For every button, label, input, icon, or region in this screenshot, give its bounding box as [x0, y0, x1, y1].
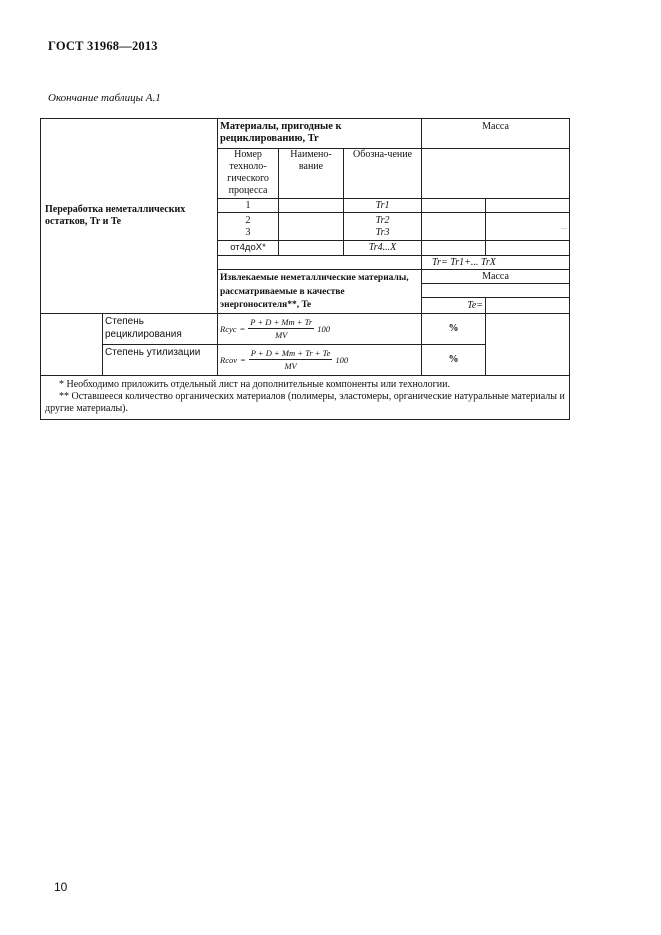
rate-label-utilization [103, 345, 218, 376]
table-row [218, 241, 279, 256]
row-number: от4доX* [230, 242, 266, 253]
table-cell-empty [279, 241, 344, 256]
energy-header [218, 270, 422, 314]
mass-cell [422, 199, 486, 213]
mass-cell [422, 213, 486, 241]
materials-header-text: Материалы, пригодные к рециклированию, Tr [220, 121, 342, 144]
table-row [218, 213, 279, 241]
formula-numerator: P + D + Mm + Tr + Te [250, 348, 331, 358]
col-number-text: Номер техноло-гического процесса [227, 149, 269, 196]
row-label-text: Переработка неметаллических остатков, Tr и Te [45, 204, 186, 227]
te-eq-text: Te= [467, 299, 484, 311]
formula-fraction [248, 316, 314, 341]
footnote: ** Оставшееся количество органических материалов (полимеры, эластомеры, органические натуральные материалы и другие материалы). [45, 391, 565, 414]
formula-denominator: MV [284, 361, 297, 371]
sum-label-empty [218, 256, 422, 270]
page-number: 10 [54, 880, 68, 894]
rates-right-empty [486, 314, 570, 376]
col-name-text: Наимено-вание [290, 149, 332, 172]
col-name-header [279, 149, 344, 199]
formula-denominator: MV [275, 330, 288, 340]
table-cell-empty [279, 213, 344, 241]
rate-label-recycling [103, 314, 218, 345]
table-caption: Окончание таблицы А.1 [48, 92, 161, 104]
recycling-table [40, 118, 570, 420]
mass-subheader-empty [422, 149, 570, 199]
tr-sum-text: Tr= Tr1+... TrX [432, 256, 496, 268]
row-designation [344, 241, 422, 256]
formula-lhs: Rcov [220, 354, 238, 365]
table-row [218, 199, 279, 213]
mass-header-text: Масса [482, 121, 509, 132]
rate-unit [422, 314, 486, 345]
table-notes [41, 376, 570, 420]
rate-label-text: Степень рециклирования [105, 316, 182, 340]
table-cell-empty [279, 199, 344, 213]
materials-header [218, 119, 422, 149]
mass-cell [486, 213, 570, 241]
formula: Rcov = $\frac{P + D + Mm + Tr + Te}{MV}$ 100 [220, 348, 349, 371]
ellipsis-text: ... [561, 221, 568, 231]
col-designation-text: Обозна-чение [353, 149, 413, 160]
formula: Rcyc = $\frac{P + D + Mm + Tr}{MV}$ 100 [220, 317, 330, 340]
col-designation-header [344, 149, 422, 199]
rates-left-empty [41, 314, 103, 376]
rate-formula-utilization [218, 345, 422, 376]
row-designation [344, 213, 422, 241]
te-eq-cell [422, 298, 486, 314]
formula-factor: 100 [317, 323, 330, 334]
row-designation-text: Tr1 [375, 199, 390, 211]
rate-formula-recycling [218, 314, 422, 345]
row-number: 3 [245, 226, 251, 238]
rate-unit-text: % [448, 354, 459, 365]
energy-header-text: Извлекаемые неметаллические материалы, рассматриваемые в качестве энергоносителя**, Te [220, 273, 409, 310]
mass-cell [486, 199, 570, 213]
col-number-header [218, 149, 279, 199]
document-header: ГОСТ 31968—2013 [48, 39, 158, 53]
formula-factor: 100 [335, 354, 349, 365]
mass-cell [422, 241, 486, 256]
energy-mass-text: Масса [482, 270, 509, 282]
te-value-cell [486, 298, 570, 314]
row-designation-text: Tr2 [375, 214, 390, 226]
formula-numerator: P + D + Mm + Tr [250, 317, 313, 327]
formula-fraction [249, 347, 333, 372]
mass-cell [486, 241, 570, 256]
row-number: 1 [245, 199, 251, 211]
mass-header [422, 119, 570, 149]
row-designation-text: Tr3 [375, 226, 390, 238]
row-designation [344, 199, 422, 213]
row-label-nonmetal [41, 119, 218, 314]
row-number: 2 [245, 214, 251, 226]
footnote: * Необходимо приложить отдельный лист на дополнительные компоненты или технологии. [59, 379, 450, 390]
energy-mass-header [422, 270, 570, 284]
energy-mass-empty [422, 284, 570, 298]
formula-lhs: Rcyc [220, 323, 237, 334]
rate-unit [422, 345, 486, 376]
rate-label-text: Степень утилизации [105, 347, 201, 358]
tr-sum-cell [422, 256, 570, 270]
rate-unit-text: % [448, 323, 459, 334]
row-designation-text: Tr4...X [368, 242, 397, 253]
